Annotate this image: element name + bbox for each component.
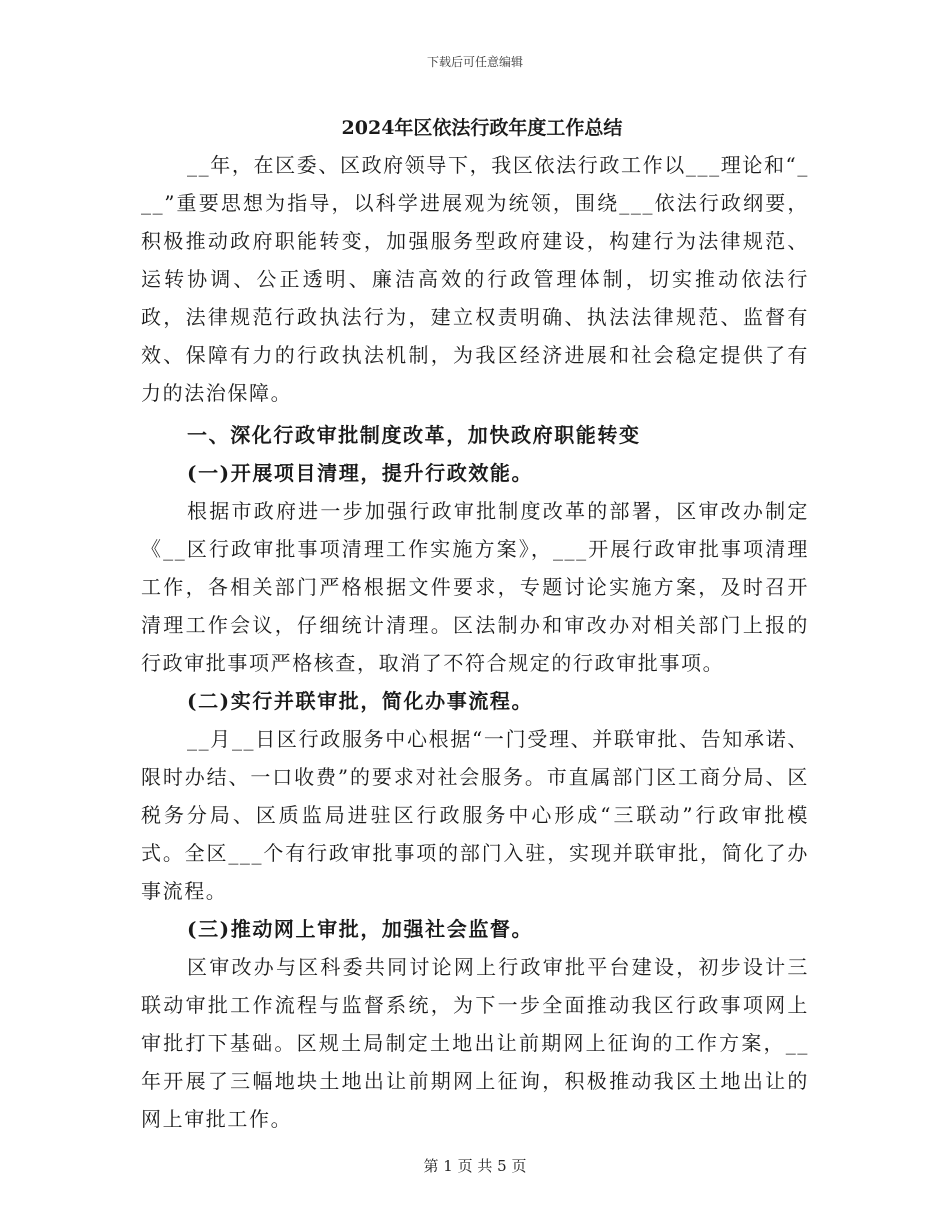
- page-number-footer: 第 1 页 共 5 页: [423, 1157, 527, 1175]
- document-body: [141, 110, 809, 1138]
- subsection-3-paragraph: 区审改办与区科委共同讨论网上行政审批平台建设，初步设计三联动审批工作流程与监督系统，为下一步全面推动我区行政事项网上审批打下基础。区规土局制定土地出让前期网上征询的工作方案，__年开展了三幅地块土地出让前期网上征询，积极推动我区土地出让的网上审批工作。: [141, 955, 809, 1131]
- subsection-1-paragraph: 根据市政府进一步加强行政审批制度改革的部署，区审改办制定《__区行政审批事项清理工作实施方案》，___开展行政审批事项清理工作，各相关部门严格根据文件要求，专题讨论实施方案，及时召开清理工作会议，仔细统计清理。区法制办和审改办对相关部门上报的行政审批事项严格核查，取消了不符合规定的行政审批事项。: [141, 499, 809, 675]
- document-title: 2024年区依法行政年度工作总结: [341, 117, 623, 139]
- subsection-3-heading: (三)推动网上审批，加强社会监督。: [187, 917, 534, 941]
- section-1-heading: 一、深化行政审批制度改革，加快政府职能转变: [187, 423, 641, 447]
- subsection-1-heading: (一)开展项目清理，提升行政效能。: [187, 461, 534, 485]
- subsection-2-paragraph: __月__日区行政服务中心根据“一门受理、并联审批、告知承诺、限时办结、一口收费”的要求对社会服务。市直属部门区工商分局、区税务分局、区质监局进驻区行政服务中心形成“三联动”行政审批模式。全区___个有行政审批事项的部门入驻，实现并联审批，简化了办事流程。: [141, 727, 809, 903]
- header-note: 下载后可任意编辑: [426, 55, 523, 69]
- subsection-2-heading: (二)实行并联审批，简化办事流程。: [187, 689, 534, 713]
- intro-paragraph: __年，在区委、区政府领导下，我区依法行政工作以___理论和“___”重要思想为指导，以科学进展观为统领，围绕___依法行政纲要，积极推动政府职能转变，加强服务型政府建设，构建行为法律规范、运转协调、公正透明、廉洁高效的行政管理体制，切实推动依法行政，法律规范行政执法行为，建立权责明确、执法法律规范、监督有效、保障有力的行政执法机制，为我区经济进展和社会稳定提供了有力的法治保障。: [141, 153, 809, 405]
